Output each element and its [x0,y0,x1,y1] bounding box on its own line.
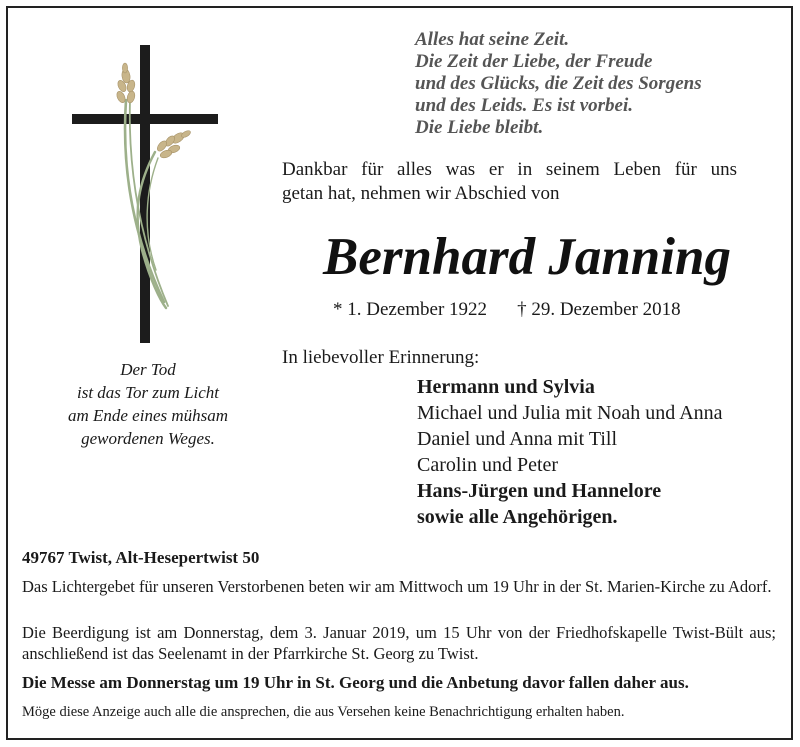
family-list [417,374,723,530]
remembrance-heading: In liebevoller Erinnerung: [282,347,480,368]
motto-line: Die Liebe bleibt. [415,117,544,138]
family-member: Carolin und Peter [417,454,559,476]
life-dates [333,298,681,322]
family-member: Michael und Julia mit Noah und Anna [417,402,723,424]
family-member: Hans-Jürgen und Hannelore [417,480,662,502]
deceased-name: Bernhard Janning [323,228,731,286]
intro-text [282,158,737,206]
intro-line-1: Dankbar für alles was er in seinem Leben für uns [282,159,737,180]
notification-disclaimer: Möge diese Anzeige auch alle die ansprechen, die aus Versehen keine Benachrichtigung erhalten haben. [22,704,625,720]
tod-quote-line: gewordenen Weges. [81,429,215,448]
cross-with-wheat-icon [60,40,235,350]
motto-line: und des Glücks, die Zeit des Sorgens [415,73,702,94]
motto-verse [415,29,775,139]
intro-line-2: getan hat, nehmen wir Abschied von [282,183,560,204]
tod-quote [38,358,258,450]
tod-quote-line: ist das Tor zum Licht [76,383,220,402]
family-member: sowie alle Angehörigen. [417,506,618,528]
funeral-notice: Die Beerdigung ist am Donnerstag, dem 3. Januar 2019, um 15 Uhr von der Friedhofskapelle Twist-Bült aus; anschließend ist das Seelenamt in der Pfarrkirche St. Georg zu Twist. [22,623,776,663]
death-date: † 29. Dezember 2018 [517,299,681,320]
birth-date: * 1. Dezember 1922 [333,299,488,320]
family-member: Hermann und Sylvia [417,376,595,398]
tod-quote-line: Der Tod [120,360,176,379]
family-member: Daniel und Anna mit Till [417,428,618,450]
mass-cancellation-notice: Die Messe am Donnerstag um 19 Uhr in St. Georg und die Anbetung davor fallen daher aus. [22,673,689,692]
motto-line: und des Leids. Es ist vorbei. [415,95,633,116]
tod-quote-line: am Ende eines mühsam [67,406,229,425]
motto-line: Alles hat seine Zeit. [415,29,570,50]
motto-line: Die Zeit der Liebe, der Freude [415,51,653,72]
lichtergebet-notice: Das Lichtergebet für unseren Verstorbenen beten wir am Mittwoch um 19 Uhr in der St. Marien-Kirche zu Adorf. [22,577,772,596]
address: 49767 Twist, Alt-Hesepertwist 50 [22,548,260,567]
